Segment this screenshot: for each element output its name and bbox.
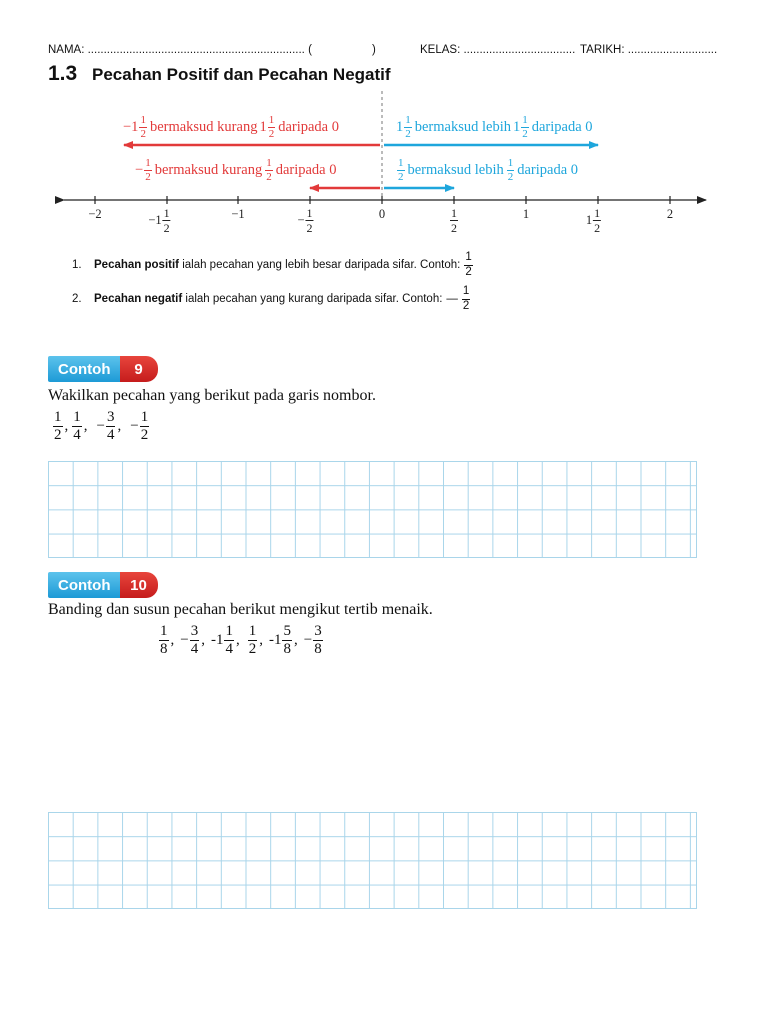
fraction-denominator: 2 [462, 299, 470, 312]
fraction [224, 624, 234, 657]
fraction-denominator: 2 [405, 128, 411, 140]
example-badge-label: Contoh [48, 356, 120, 382]
example-badge-10 [48, 572, 158, 598]
section-title: Pecahan Positif dan Pecahan Negatif [92, 65, 391, 84]
fraction-numerator: 1 [140, 114, 146, 126]
definition-term: Pecahan negatif [94, 293, 183, 305]
fraction-denominator: 2 [306, 221, 313, 235]
fraction-numerator: 3 [106, 409, 115, 425]
example-10-answer-grid[interactable] [48, 812, 697, 909]
tick-label [667, 207, 673, 222]
annotation-fraction [265, 158, 273, 183]
tick-label [88, 207, 101, 222]
annotation-fraction [404, 115, 412, 140]
name-field-paren: ) [372, 44, 376, 56]
name-field-label: NAMA: .................................................................... ( [48, 44, 312, 56]
annotation-text: bermaksud kurang [149, 119, 258, 135]
tick-label [523, 207, 529, 222]
date-field-label: TARIKH: ............................ [580, 44, 718, 56]
annotation-whole: 1 [259, 119, 267, 135]
fraction-numerator: 3 [314, 623, 322, 639]
example-9-fractions: $\frac{1}{2}$ , $\frac{1}{4}$ , − $\frac{3}{4}$ , − $\frac{1}{2}$ [54, 409, 149, 443]
annotation-fraction [507, 158, 515, 183]
example-badge-number: 9 [120, 356, 158, 382]
annotation-fraction [268, 115, 276, 140]
annotation-neg-half [135, 158, 339, 183]
fraction-numerator: 1 [145, 157, 151, 169]
fraction-denominator: 2 [140, 128, 146, 140]
fraction-denominator: 4 [225, 641, 233, 657]
tick-label [297, 207, 314, 234]
example-badge-label: Contoh [48, 572, 120, 598]
annotation-text: daripada 0 [531, 119, 593, 135]
definition-number: 1. [72, 259, 82, 271]
fraction-numerator: 1 [405, 114, 411, 126]
fraction [53, 410, 63, 443]
definition-term: Pecahan positif [94, 259, 179, 271]
tick-whole: 1 [522, 207, 530, 221]
example-9-task: Wakilkan pecahan yang berikut pada garis nombor. [48, 387, 376, 404]
annotation-text: bermaksud lebih [414, 119, 511, 135]
definition-text: ialah pecahan yang kurang daripada sifar. Contoh: [182, 293, 443, 305]
annotation-sign: −1 [123, 119, 139, 135]
annotation-fraction [139, 115, 147, 140]
fraction-numerator: 3 [190, 623, 199, 639]
fraction-denominator: 2 [465, 265, 472, 278]
annotation-whole: 1 [396, 119, 404, 135]
fraction-numerator: 1 [465, 251, 472, 263]
section-number: 1.3 [48, 62, 78, 85]
tick-fraction [593, 207, 601, 234]
fraction-denominator: 2 [266, 171, 272, 183]
annotation-pos-one-and-half [396, 115, 595, 140]
annotation-neg-one-and-half [123, 115, 341, 140]
fraction-denominator: 8 [314, 641, 322, 657]
example-9-answer-grid[interactable] [48, 461, 697, 558]
fraction-denominator: 2 [140, 427, 149, 443]
fraction-denominator: 4 [73, 427, 81, 443]
fraction-sign: − [130, 418, 139, 434]
fraction-denominator: 2 [507, 171, 514, 183]
definition-positive [72, 252, 474, 278]
tick-fraction [450, 207, 458, 234]
tick-whole: −2 [88, 207, 102, 221]
fraction-sign: − [96, 418, 105, 434]
annotation-fraction [521, 115, 529, 140]
fraction [313, 624, 323, 657]
example-fraction [464, 252, 472, 278]
annotation-fraction [144, 158, 152, 183]
definition-number: 2. [72, 293, 82, 305]
fraction-sign: − [303, 632, 313, 648]
fraction-denominator: 2 [268, 128, 275, 140]
fraction-numerator: 1 [306, 206, 313, 220]
example-10-task: Banding dan susun pecahan berikut mengikut tertib menaik. [48, 601, 433, 618]
tick-fraction [306, 207, 314, 234]
fraction [282, 624, 292, 657]
annotation-text: daripada 0 [517, 162, 579, 178]
annotation-fraction [397, 158, 405, 183]
tick-whole: −1 [231, 207, 245, 221]
fraction-numerator: 1 [248, 623, 257, 639]
definition-text: ialah pecahan yang lebih besar daripada sifar. Contoh: [179, 259, 461, 271]
fraction-numerator: 1 [266, 157, 272, 169]
fraction-numerator: 1 [398, 157, 404, 169]
fraction-denominator: 4 [106, 427, 115, 443]
fraction-sign: − [180, 632, 189, 648]
fraction-numerator: 1 [507, 157, 514, 169]
example-10-fractions: $\frac{1}{8}$ , − $\frac{3}{4}$ , -1 $\frac{1}{4}$ , $\frac{1}{2}$ , -1 $\frac{5}{8}$ , − $\frac{3}{8}$ [160, 623, 322, 657]
fraction-denominator: 2 [398, 171, 404, 183]
fraction-numerator: 1 [451, 206, 457, 220]
fraction-sign: -1 [210, 632, 224, 648]
fraction-denominator: 2 [54, 427, 62, 443]
fraction [190, 624, 200, 657]
fraction-denominator: 8 [160, 641, 168, 657]
fraction-denominator: 2 [451, 221, 457, 235]
annotation-whole: 1 [513, 119, 521, 135]
fraction-denominator: 2 [163, 221, 170, 235]
example-sign: — [446, 293, 458, 305]
tick-label [148, 207, 171, 234]
fraction-denominator: 2 [145, 171, 151, 183]
example-badge-9 [48, 356, 158, 382]
tick-whole: 2 [666, 207, 674, 221]
fraction-denominator: 2 [522, 128, 528, 140]
fraction-denominator: 2 [248, 641, 257, 657]
fraction-numerator: 1 [594, 206, 601, 220]
fraction [248, 624, 258, 657]
fraction-denominator: 8 [283, 641, 291, 657]
fraction [140, 410, 150, 443]
fraction-numerator: 1 [522, 114, 528, 126]
definition-negative [72, 286, 471, 312]
fraction [72, 410, 82, 443]
annotation-pos-half [396, 158, 580, 183]
fraction-numerator: 1 [225, 623, 233, 639]
example-fraction [462, 286, 470, 312]
fraction [159, 624, 169, 657]
fraction-denominator: 4 [190, 641, 199, 657]
tick-label [379, 207, 385, 222]
annotation-sign: − [135, 162, 144, 178]
annotation-text: bermaksud lebih [407, 162, 504, 178]
fraction-numerator: 1 [160, 623, 168, 639]
fraction-numerator: 1 [140, 409, 149, 425]
tick-label [586, 207, 602, 234]
example-badge-number: 10 [120, 572, 158, 598]
tick-whole: −1 [148, 213, 162, 227]
fraction-numerator: 1 [268, 114, 275, 126]
fraction-numerator: 5 [283, 623, 291, 639]
fraction-denominator: 2 [594, 221, 601, 235]
tick-label [231, 207, 244, 222]
tick-whole: 0 [378, 207, 386, 221]
tick-whole: − [297, 213, 305, 227]
annotation-text: daripada 0 [275, 162, 337, 178]
tick-fraction [163, 207, 171, 234]
fraction-numerator: 1 [73, 409, 81, 425]
annotation-text: bermaksud kurang [154, 162, 263, 178]
fraction-sign: -1 [268, 632, 282, 648]
fraction-numerator: 1 [54, 409, 62, 425]
fraction-numerator: 1 [462, 285, 470, 297]
tick-label [449, 207, 459, 234]
annotation-text: daripada 0 [278, 119, 339, 135]
fraction [106, 410, 116, 443]
class-field-label: KELAS: ................................... [420, 44, 576, 56]
fraction-numerator: 1 [163, 206, 170, 220]
tick-whole: 1 [585, 213, 593, 227]
